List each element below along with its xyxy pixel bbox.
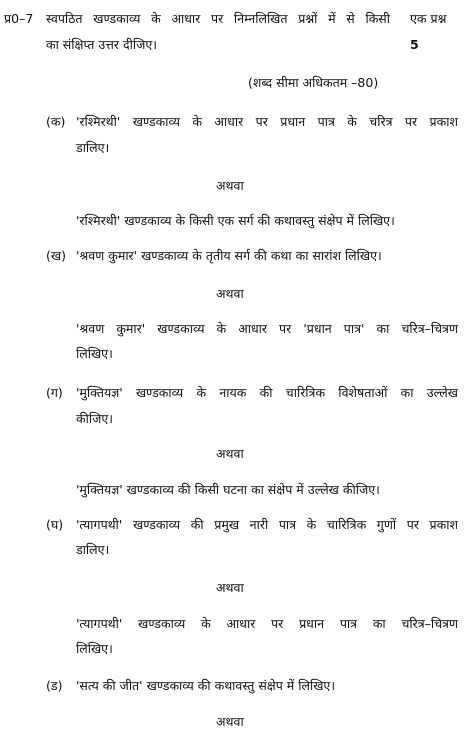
- part-gha-question-1-line-2: डालिए।: [76, 542, 110, 557]
- marks-label: एक प्रश्न: [410, 11, 447, 26]
- part-gha-question-2-line-1: 'त्यागपथी' खण्डकाव्य के आधार पर प्रधान पात्र का चरित्र–चित्रण: [76, 616, 458, 631]
- question-instruction-line-2: का संक्षिप्त उत्तर दीजिए।: [46, 37, 158, 52]
- or-divider: अथवा: [216, 714, 244, 729]
- part-ka-question-2: 'रश्मिरथी' खण्डकाव्य के किसी एक सर्ग की कथावस्तु संक्षेप में लिखिए।: [76, 213, 395, 228]
- marks-value: 5: [410, 37, 419, 52]
- part-gha-question-1-line-1: 'त्यागपथी' खण्डकाव्य की प्रमुख नारी पात्र के चारित्रिक गुणों पर प्रकाश: [76, 517, 458, 532]
- part-label-gha: (घ): [46, 517, 64, 532]
- part-label-kha: (ख): [46, 248, 66, 263]
- question-instruction-line-1: स्वपठित खण्डकाव्य के आधार पर निम्नलिखित प्रश्नों में से किसी: [46, 11, 390, 26]
- part-ga-question-1-line-2: कीजिए।: [76, 411, 114, 426]
- part-ga-question-1-line-1: 'मुक्तियज्ञ' खण्डकाव्य के नायक की चारित्रिक विशेषताओं का उल्लेख: [76, 385, 458, 400]
- question-number: प्र0–7: [4, 11, 34, 26]
- part-label-nga: (ड): [46, 678, 63, 693]
- or-divider: अथवा: [216, 178, 244, 193]
- word-limit-note: (शब्द सीमा अधिकतम –80): [248, 75, 379, 90]
- part-kha-question-2-line-1: 'श्रवण कुमार' खण्डकाव्य के आधार पर 'प्रधान पात्र' का चरित्र–चित्रण: [76, 321, 458, 336]
- part-label-ga: (ग): [46, 385, 63, 400]
- part-gha-question-2-line-2: लिखिए।: [76, 641, 113, 656]
- part-nga-question-1: 'सत्य की जीत' खण्डकाव्य की कथावस्तु संक्षेप में लिखिए।: [76, 678, 336, 693]
- part-ga-question-2: 'मुक्तियज्ञ' खण्डकाव्य की किसी घटना का संक्षेप में उल्लेख कीजिए।: [76, 482, 380, 497]
- part-ka-question-1-line-2: डालिए।: [76, 140, 110, 155]
- part-kha-question-1: 'श्रवण कुमार' खण्डकाव्य के तृतीय सर्ग की कथा का सारांश लिखिए।: [76, 248, 382, 263]
- part-kha-question-2-line-2: लिखिए।: [76, 346, 113, 361]
- or-divider: अथवा: [216, 580, 244, 595]
- or-divider: अथवा: [216, 286, 244, 301]
- part-ka-question-1-line-1: 'रश्मिरथी' खण्डकाव्य के आधार पर प्रधान पात्र के चरित्र पर प्रकाश: [76, 114, 458, 129]
- part-label-ka: (क): [46, 114, 66, 129]
- or-divider: अथवा: [216, 446, 244, 461]
